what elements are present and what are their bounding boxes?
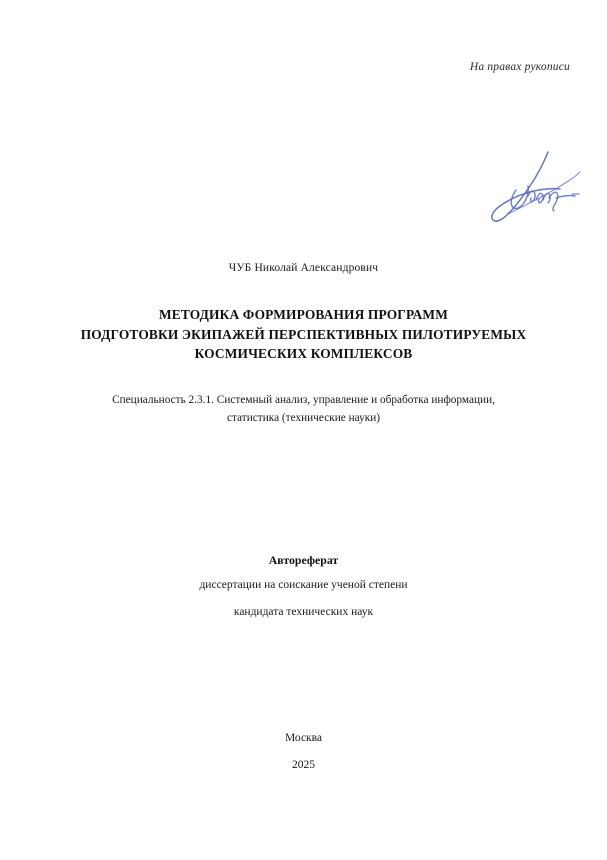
page-title	[0, 305, 607, 364]
title-line-1: МЕТОДИКА ФОРМИРОВАНИЯ ПРОГРАММ	[159, 307, 448, 322]
abstract-degree-name: кандидата технических наук	[233, 606, 374, 618]
specialty-block	[0, 392, 607, 427]
footer-city: Москва	[284, 732, 323, 744]
abstract-degree-line: диссертации на соискание ученой степени	[199, 579, 408, 591]
signature-image	[486, 138, 596, 238]
footer-year: 2025	[292, 759, 315, 771]
manuscript-note: На правах рукописи	[469, 61, 570, 73]
handwritten-signature-icon	[486, 138, 596, 238]
author-name: ЧУБ Николай Александрович	[228, 262, 379, 274]
specialty-line-1: Специальность 2.3.1. Системный анализ, управление и обработка информации,	[112, 394, 495, 406]
abstract-heading: Автореферат	[268, 553, 339, 567]
specialty-line-2: статистика (технические науки)	[226, 411, 381, 424]
footer-block	[0, 730, 607, 773]
title-line-3: КОСМИЧЕСКИХ КОМПЛЕКСОВ	[194, 346, 413, 361]
abstract-block	[0, 552, 607, 620]
title-line-2: ПОДГОТОВКИ ЭКИПАЖЕЙ ПЕРСПЕКТИВНЫХ ПИЛОТИРУЕМЫХ	[80, 326, 527, 342]
